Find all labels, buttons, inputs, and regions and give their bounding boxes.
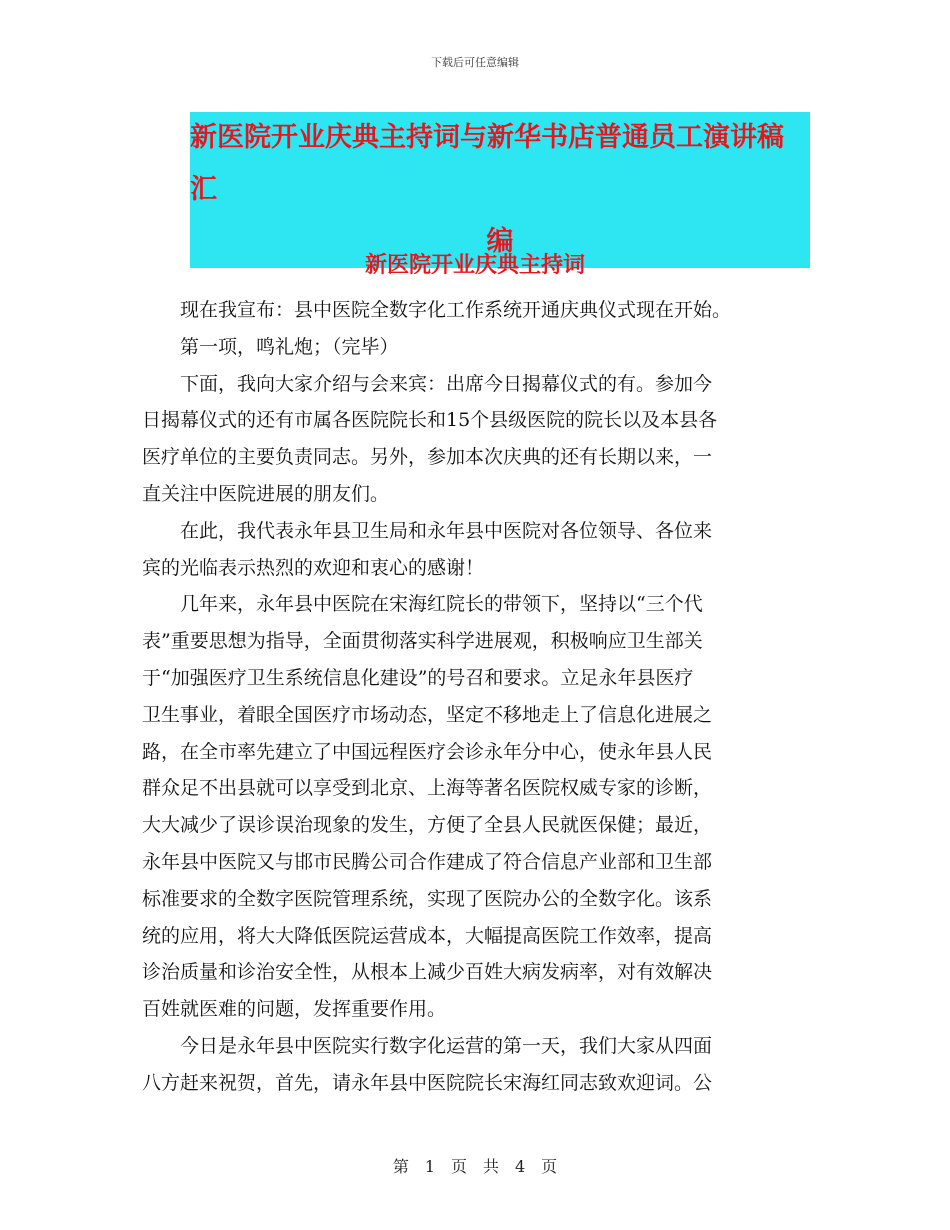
text-line: 群众足不出县就可以享受到北京、上海等著名医院权威专家的诊断， — [142, 777, 713, 800]
text-line: 统的应用，将大大降低医院运营成本，大幅提高医院工作效率，提高 — [142, 924, 713, 947]
document-title-line-1: 新医院开业庆典主持词与新华书店普通员工演讲稿汇 — [190, 122, 784, 205]
text-line: 在此，我代表永年县卫生局和永年县中医院对各位领导、各位来 — [142, 519, 713, 542]
section-title: 新医院开业庆典主持词 — [364, 253, 585, 278]
header-note: 下载后可任意编辑 — [431, 56, 519, 69]
text-line: 表”重要思想为指导，全面贯彻落实科学进展观，积极响应卫生部关 — [142, 630, 703, 653]
text-line: 现在我宣布：县中医院全数字化工作系统开通庆典仪式现在开始。 — [142, 299, 732, 321]
text-line: 下面，我向大家介绍与会来宾：出席今日揭幕仪式的有。参加今 — [142, 372, 713, 395]
page-footer: 第 1 页 共 4 页 — [392, 1157, 558, 1176]
body-text — [142, 292, 812, 1102]
text-line: 卫生事业，着眼全国医疗市场动态，坚定不移地走上了信息化进展之 — [142, 703, 713, 726]
text-line: 几年来，永年县中医院在宋海红院长的带领下，坚持以“三个代 — [142, 593, 703, 616]
text-line: 今日是永年县中医院实行数字化运营的第一天，我们大家从四面 — [142, 1034, 713, 1057]
text-line: 第一项，鸣礼炮；（完毕） — [142, 335, 399, 358]
text-line: 宾的光临表示热烈的欢迎和衷心的感谢！ — [142, 556, 485, 579]
text-line: 日揭幕仪式的还有市属各医院院长和15个县级医院的院长以及本县各 — [142, 409, 718, 432]
text-line: 于“加强医疗卫生系统信息化建设”的号召和要求。立足永年县医疗 — [142, 666, 694, 689]
document-title-line-2: 编 — [486, 226, 514, 257]
text-line: 路，在全市率先建立了中国远程医疗会诊永年分中心，使永年县人民 — [142, 740, 713, 763]
document-title — [190, 112, 810, 268]
text-line: 百姓就医难的问题，发挥重要作用。 — [142, 998, 447, 1021]
text-line: 八方赶来祝贺，首先，请永年县中医院院长宋海红同志致欢迎词。公 — [142, 1071, 713, 1094]
text-line: 医疗单位的主要负责同志。另外，参加本次庆典的还有长期以来，一 — [142, 446, 713, 469]
text-line: 直关注中医院进展的朋友们。 — [142, 482, 390, 505]
text-line: 大大减少了误诊误治现象的发生，方便了全县人民就医保健；最近， — [142, 814, 713, 837]
text-line: 永年县中医院又与邯市民腾公司合作建成了符合信息产业部和卫生部 — [142, 850, 713, 873]
text-line: 标准要求的全数字医院管理系统，实现了医院办公的全数字化。该系 — [142, 887, 713, 910]
text-line: 诊治质量和诊治安全性，从根本上减少百姓大病发病率，对有效解决 — [142, 961, 713, 984]
